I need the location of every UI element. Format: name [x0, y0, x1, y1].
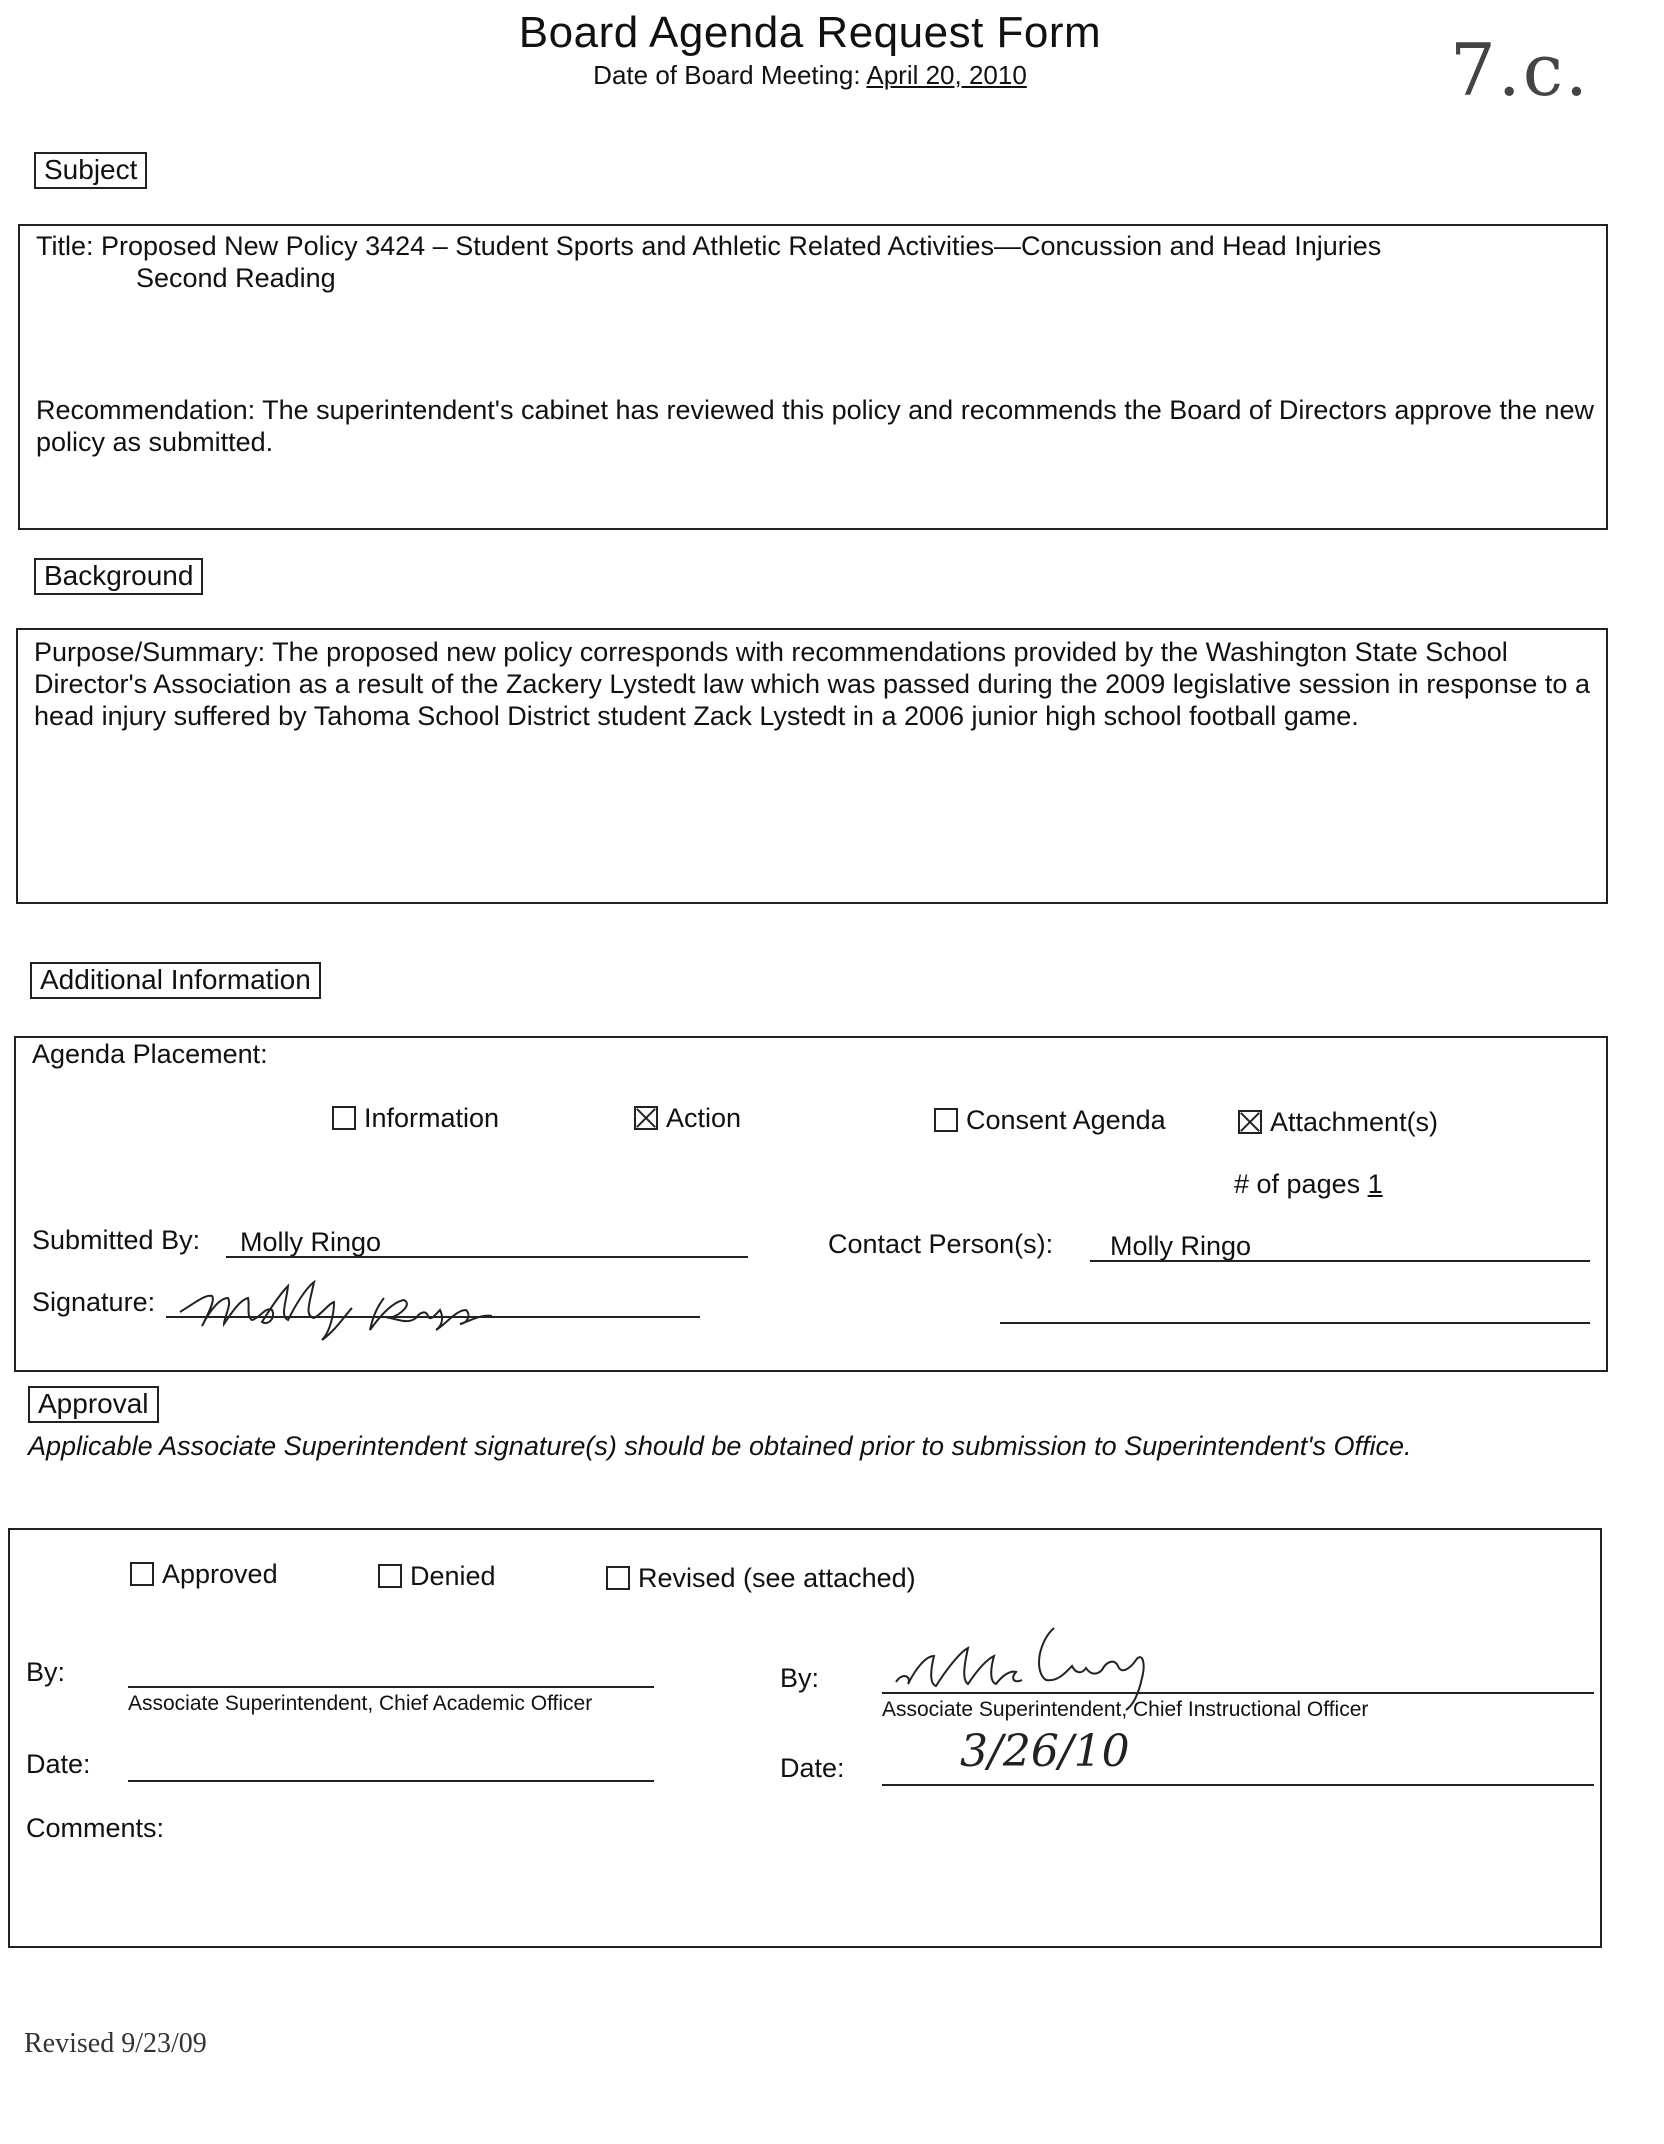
background-summary: Purpose/Summary: The proposed new policy corresponds with recommendations provided by the Washington State School Director's Association as a result of the Zackery Lystedt law which was passed during the 2009 legislative session in response to a head injury suffered by Tahoma School District student Zack Lystedt in a 2006 junior high school football game.: [34, 637, 1590, 731]
left-date-line: [128, 1780, 654, 1782]
submitted-by-value: Molly Ringo: [240, 1227, 382, 1257]
signature-line: [166, 1316, 700, 1318]
option-attachments[interactable]: Attachment(s): [1238, 1106, 1438, 1138]
approval-box: [8, 1528, 1602, 1948]
background-label: Background: [34, 558, 203, 595]
meeting-date-label: Date of Board Meeting:: [593, 60, 861, 90]
attachments-checkbox[interactable]: [1238, 1110, 1262, 1134]
option-revised[interactable]: Revised (see attached): [606, 1562, 916, 1594]
meeting-date-line: [0, 60, 1620, 91]
right-by-line: [882, 1692, 1594, 1694]
signature-image: [176, 1274, 506, 1349]
approval-note: Applicable Associate Superintendent signature(s) should be obtained prior to submission to Superintendent's Office.: [28, 1431, 1412, 1461]
pages-count-value: 1: [1367, 1169, 1383, 1199]
action-checkbox[interactable]: [634, 1106, 658, 1130]
form-title: Board Agenda Request Form: [518, 8, 1102, 57]
contact-person-value: Molly Ringo: [1110, 1231, 1252, 1261]
subject-title: Title: Proposed New Policy 3424 – Student Sports and Athletic Related Activities—Concussion and Head Injuries: [36, 231, 1382, 261]
background-box: [16, 628, 1608, 904]
option-denied[interactable]: Denied: [378, 1560, 496, 1592]
signature-label: Signature:: [32, 1287, 156, 1317]
approved-checkbox[interactable]: [130, 1562, 154, 1586]
consent-agenda-checkbox[interactable]: [934, 1108, 958, 1132]
right-by-label: By:: [780, 1663, 820, 1693]
contact-person-label: Contact Person(s):: [828, 1229, 1054, 1259]
agenda-placement-label: Agenda Placement:: [32, 1039, 268, 1069]
additional-info-label: Additional Information: [30, 962, 321, 999]
contact-person-line: [1090, 1260, 1590, 1262]
revised-date: Revised 9/23/09: [24, 2028, 207, 2059]
right-by-caption: Associate Superintendent, Chief Instructional Officer: [882, 1698, 1369, 1721]
right-date-value: 3/26/10: [960, 1726, 1130, 1777]
option-action[interactable]: Action: [634, 1102, 741, 1134]
information-checkbox[interactable]: [332, 1106, 356, 1130]
right-date-label: Date:: [780, 1753, 845, 1783]
contact-signature-line: [1000, 1322, 1590, 1324]
comments-label: Comments:: [26, 1813, 165, 1843]
option-consent-agenda[interactable]: Consent Agenda: [934, 1104, 1166, 1136]
pages-count: # of pages 1: [1234, 1169, 1383, 1199]
left-by-caption: Associate Superintendent, Chief Academic Officer: [128, 1692, 593, 1715]
approval-label: Approval: [28, 1386, 159, 1423]
option-information[interactable]: Information: [332, 1102, 499, 1134]
submitted-by-line: [226, 1256, 748, 1258]
additional-info-box: [14, 1036, 1608, 1372]
agenda-item-number: 7.c.: [1450, 28, 1590, 112]
meeting-date-value: April 20, 2010: [866, 60, 1027, 90]
submitted-by-label: Submitted By:: [32, 1225, 201, 1255]
subject-recommendation: Recommendation: The superintendent's cabinet has reviewed this policy and recommends the Board of Directors approve the new policy as submitted.: [36, 395, 1595, 457]
option-approved[interactable]: Approved: [130, 1558, 278, 1590]
left-date-label: Date:: [26, 1749, 91, 1779]
right-date-line: [882, 1784, 1594, 1786]
left-by-label: By:: [26, 1657, 66, 1687]
denied-checkbox[interactable]: [378, 1564, 402, 1588]
revised-checkbox[interactable]: [606, 1566, 630, 1590]
subject-label: Subject: [34, 152, 147, 189]
left-by-line: [128, 1686, 654, 1688]
subject-title-line2: Second Reading: [136, 263, 336, 293]
subject-box: [18, 224, 1608, 530]
